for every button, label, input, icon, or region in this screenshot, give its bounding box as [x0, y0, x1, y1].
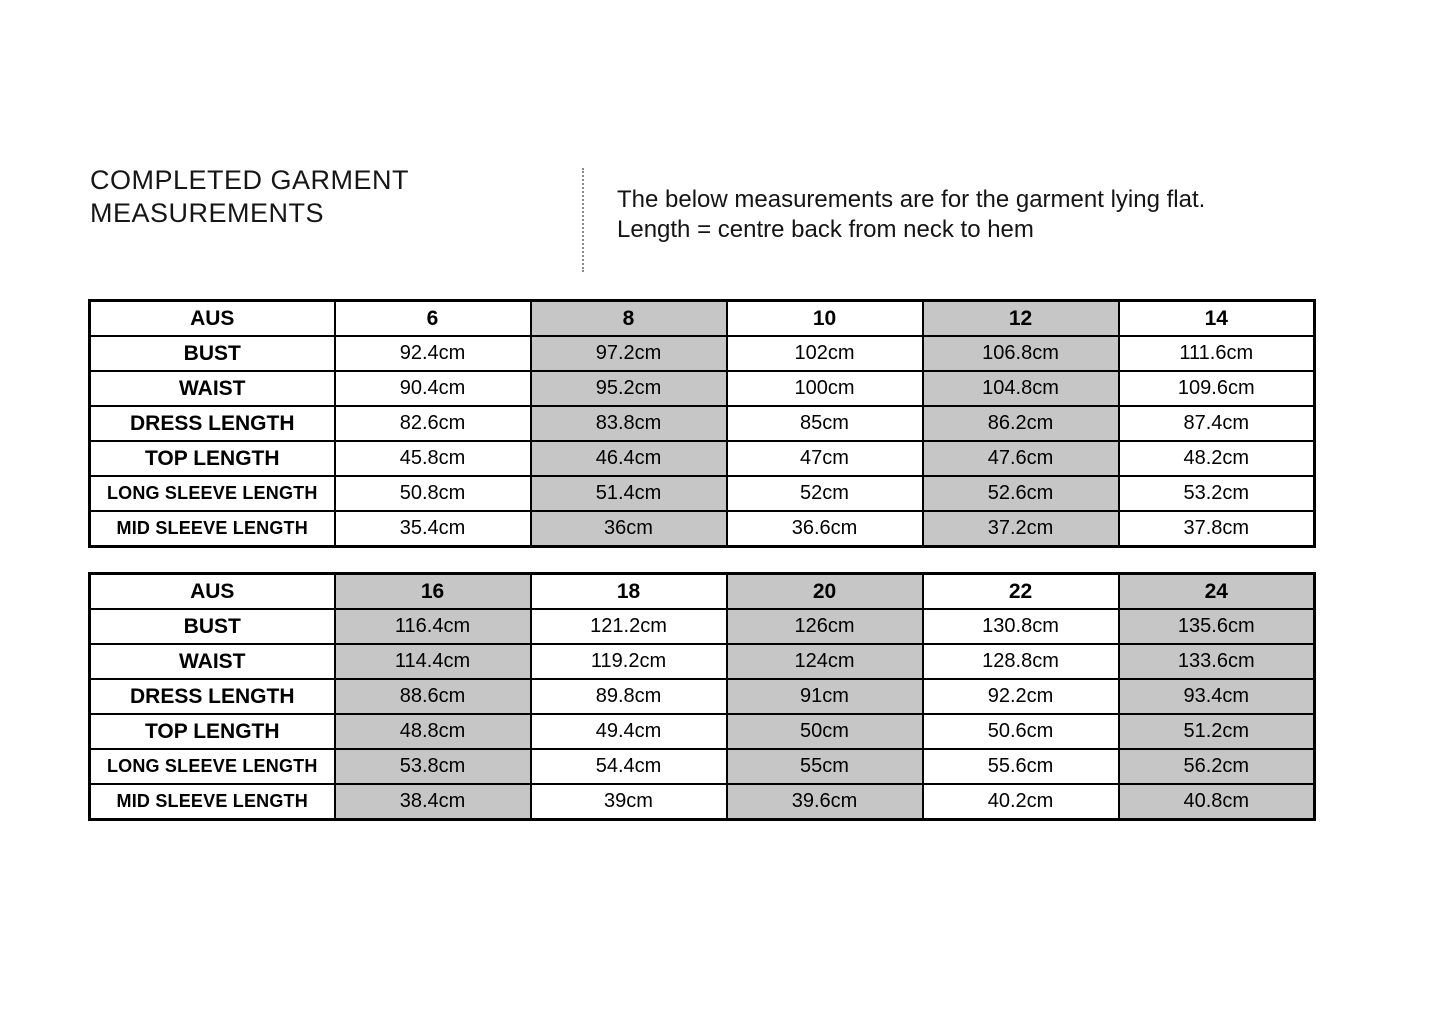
measurement-value-cell: 87.4cm — [1119, 406, 1315, 441]
size-system-header-cell: AUS — [90, 574, 335, 610]
measurement-value-cell: 85cm — [727, 406, 923, 441]
measurement-value-cell: 126cm — [727, 609, 923, 644]
measurement-note — [617, 185, 1205, 245]
measurement-value-cell: 91cm — [727, 679, 923, 714]
measurement-value-cell: 89.8cm — [531, 679, 727, 714]
measurement-label-cell: BUST — [90, 336, 335, 371]
measurement-value-cell: 109.6cm — [1119, 371, 1315, 406]
measurement-value-cell: 92.4cm — [335, 336, 531, 371]
size-header-cell: 12 — [923, 301, 1119, 337]
measurement-row — [90, 336, 1315, 371]
measurement-note-line2: Length = centre back from neck to hem — [617, 216, 1034, 243]
size-header-cell: 6 — [335, 301, 531, 337]
measurement-value-cell: 102cm — [727, 336, 923, 371]
size-header-cell: 22 — [923, 574, 1119, 610]
measurement-label-cell: TOP LENGTH — [90, 441, 335, 476]
measurement-value-cell: 104.8cm — [923, 371, 1119, 406]
measurement-value-cell: 50cm — [727, 714, 923, 749]
measurement-value-cell: 51.4cm — [531, 476, 727, 511]
measurement-value-cell: 40.2cm — [923, 784, 1119, 820]
measurement-value-cell: 95.2cm — [531, 371, 727, 406]
page-title-line1: COMPLETED GARMENT — [90, 165, 410, 195]
measurement-value-cell: 47.6cm — [923, 441, 1119, 476]
measurement-label-cell: LONG SLEEVE LENGTH — [90, 476, 335, 511]
measurement-value-cell: 124cm — [727, 644, 923, 679]
size-header-row — [90, 301, 1315, 337]
dotted-divider — [582, 168, 584, 272]
measurement-value-cell: 86.2cm — [923, 406, 1119, 441]
measurement-value-cell: 48.8cm — [335, 714, 531, 749]
measurement-value-cell: 37.8cm — [1119, 511, 1315, 547]
size-header-row — [90, 574, 1315, 610]
measurement-value-cell: 97.2cm — [531, 336, 727, 371]
measurement-value-cell: 46.4cm — [531, 441, 727, 476]
measurement-row — [90, 784, 1315, 820]
page-title-line2: MEASUREMENTS — [90, 198, 325, 228]
measurement-row — [90, 406, 1315, 441]
measurement-value-cell: 135.6cm — [1119, 609, 1315, 644]
measurement-value-cell: 56.2cm — [1119, 749, 1315, 784]
measurement-value-cell: 92.2cm — [923, 679, 1119, 714]
measurement-value-cell: 106.8cm — [923, 336, 1119, 371]
measurement-value-cell: 83.8cm — [531, 406, 727, 441]
measurement-value-cell: 40.8cm — [1119, 784, 1315, 820]
measurement-row — [90, 644, 1315, 679]
measurement-value-cell: 35.4cm — [335, 511, 531, 547]
measurement-value-cell: 90.4cm — [335, 371, 531, 406]
size-header-cell: 14 — [1119, 301, 1315, 337]
measurement-row — [90, 476, 1315, 511]
measurement-value-cell: 54.4cm — [531, 749, 727, 784]
measurement-row — [90, 714, 1315, 749]
measurement-row — [90, 749, 1315, 784]
size-header-cell: 24 — [1119, 574, 1315, 610]
measurement-value-cell: 55.6cm — [923, 749, 1119, 784]
measurement-value-cell: 100cm — [727, 371, 923, 406]
measurement-note-line1: The below measurements are for the garment lying flat. — [617, 186, 1206, 213]
measurement-label-cell: TOP LENGTH — [90, 714, 335, 749]
measurement-value-cell: 82.6cm — [335, 406, 531, 441]
size-system-header-cell: AUS — [90, 301, 335, 337]
size-header-cell: 18 — [531, 574, 727, 610]
measurement-row — [90, 679, 1315, 714]
measurement-label-cell: DRESS LENGTH — [90, 679, 335, 714]
measurement-value-cell: 53.8cm — [335, 749, 531, 784]
measurement-label-cell: MID SLEEVE LENGTH — [90, 511, 335, 547]
measurement-value-cell: 130.8cm — [923, 609, 1119, 644]
measurement-value-cell: 53.2cm — [1119, 476, 1315, 511]
measurement-value-cell: 119.2cm — [531, 644, 727, 679]
measurement-value-cell: 116.4cm — [335, 609, 531, 644]
measurement-label-cell: LONG SLEEVE LENGTH — [90, 749, 335, 784]
measurement-value-cell: 50.6cm — [923, 714, 1119, 749]
measurement-value-cell: 39.6cm — [727, 784, 923, 820]
measurement-value-cell: 37.2cm — [923, 511, 1119, 547]
measurement-value-cell: 128.8cm — [923, 644, 1119, 679]
size-header-cell: 8 — [531, 301, 727, 337]
measurement-value-cell: 55cm — [727, 749, 923, 784]
measurement-value-cell: 111.6cm — [1119, 336, 1315, 371]
measurement-value-cell: 133.6cm — [1119, 644, 1315, 679]
measurement-value-cell: 114.4cm — [335, 644, 531, 679]
measurement-value-cell: 38.4cm — [335, 784, 531, 820]
size-table-aus-16-24 — [88, 572, 1316, 821]
measurement-row — [90, 441, 1315, 476]
measurement-value-cell: 39cm — [531, 784, 727, 820]
measurement-label-cell: WAIST — [90, 644, 335, 679]
measurement-row — [90, 371, 1315, 406]
measurement-value-cell: 51.2cm — [1119, 714, 1315, 749]
measurement-label-cell: MID SLEEVE LENGTH — [90, 784, 335, 820]
measurement-value-cell: 45.8cm — [335, 441, 531, 476]
page-title — [90, 164, 409, 230]
measurement-value-cell: 36.6cm — [727, 511, 923, 547]
measurement-label-cell: BUST — [90, 609, 335, 644]
measurement-value-cell: 121.2cm — [531, 609, 727, 644]
measurement-value-cell: 93.4cm — [1119, 679, 1315, 714]
size-header-cell: 10 — [727, 301, 923, 337]
measurement-value-cell: 49.4cm — [531, 714, 727, 749]
size-header-cell: 20 — [727, 574, 923, 610]
measurement-row — [90, 609, 1315, 644]
measurement-value-cell: 52.6cm — [923, 476, 1119, 511]
measurement-label-cell: WAIST — [90, 371, 335, 406]
size-table-aus-6-14 — [88, 299, 1316, 548]
measurement-value-cell: 88.6cm — [335, 679, 531, 714]
size-header-cell: 16 — [335, 574, 531, 610]
measurement-value-cell: 52cm — [727, 476, 923, 511]
measurement-value-cell: 48.2cm — [1119, 441, 1315, 476]
measurement-value-cell: 50.8cm — [335, 476, 531, 511]
measurement-value-cell: 36cm — [531, 511, 727, 547]
measurement-value-cell: 47cm — [727, 441, 923, 476]
measurement-row — [90, 511, 1315, 547]
measurement-label-cell: DRESS LENGTH — [90, 406, 335, 441]
